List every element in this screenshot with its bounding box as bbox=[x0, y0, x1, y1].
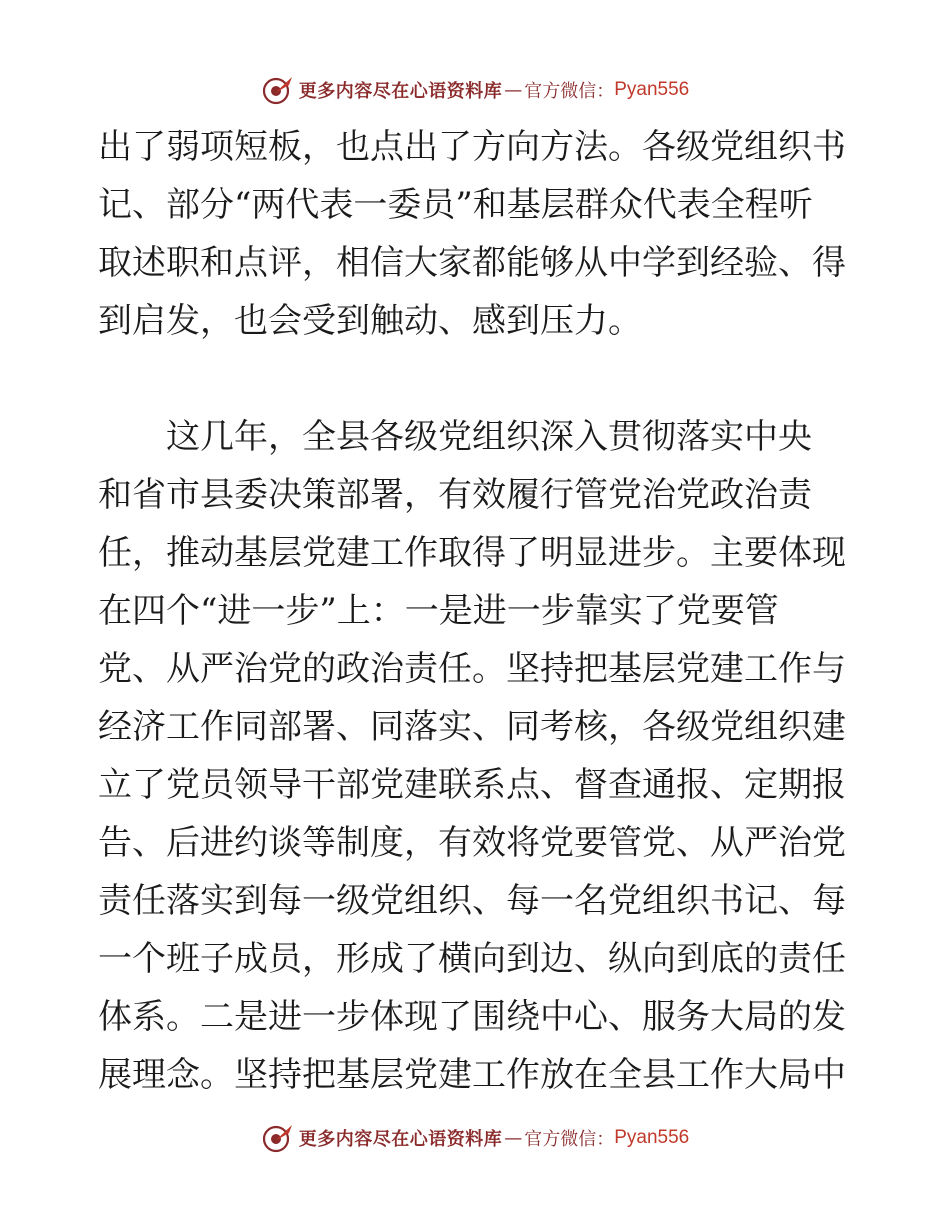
watermark-wechat-label: 官方微信： bbox=[524, 81, 615, 102]
text-line: 到启发，也会受到触动、感到压力。 bbox=[98, 301, 642, 341]
text-line: 取述职和点评，相信大家都能够从中学到经验、得 bbox=[98, 243, 846, 283]
text-line: 经济工作同部署、同落实、同考核，各级党组织建 bbox=[98, 707, 846, 747]
text-line: 告、后进约谈等制度，有效将党要管党、从严治党 bbox=[98, 823, 846, 863]
watermark-site-text: 更多内容尽在心语资料库 bbox=[298, 81, 503, 102]
quill-logo-icon bbox=[261, 1121, 295, 1155]
quill-logo-icon bbox=[261, 73, 295, 107]
paragraph-1 bbox=[98, 118, 858, 350]
paragraph-2 bbox=[98, 408, 858, 1104]
paragraph-gap bbox=[98, 350, 858, 408]
text-line: 在四个“进一步”上：一是进一步靠实了党要管 bbox=[98, 591, 779, 631]
text-line: 体系。二是进一步体现了围绕中心、服务大局的发 bbox=[98, 997, 846, 1037]
text-line: 立了党员领导干部党建联系点、督查通报、定期报 bbox=[98, 765, 846, 805]
watermark-site-text: 更多内容尽在心语资料库 bbox=[298, 1129, 503, 1150]
text-line: 出了弱项短板，也点出了方向方法。各级党组织书 bbox=[98, 127, 846, 167]
header-watermark bbox=[0, 70, 950, 110]
watermark-wechat-id: Pyan556 bbox=[614, 1127, 690, 1148]
text-line: 和省市县委决策部署，有效履行管党治党政治责 bbox=[98, 475, 812, 515]
text-line: 党、从严治党的政治责任。坚持把基层党建工作与 bbox=[98, 649, 846, 689]
text-line: 这几年，全县各级党组织深入贯彻落实中央 bbox=[98, 417, 812, 457]
document-body bbox=[98, 118, 858, 1104]
text-line: 记、部分“两代表一委员”和基层群众代表全程听 bbox=[98, 185, 813, 225]
text-line: 展理念。坚持把基层党建工作放在全县工作大局中 bbox=[98, 1055, 846, 1095]
text-line: 责任落实到每一级党组织、每一名党组织书记、每 bbox=[98, 881, 846, 921]
footer-watermark bbox=[0, 1118, 950, 1158]
watermark-dash: — bbox=[504, 79, 523, 101]
text-line: 一个班子成员，形成了横向到边、纵向到底的责任 bbox=[98, 939, 846, 979]
watermark-wechat-id: Pyan556 bbox=[614, 79, 690, 100]
watermark-dash: — bbox=[504, 1127, 523, 1149]
text-line: 任，推动基层党建工作取得了明显进步。主要体现 bbox=[98, 533, 846, 573]
watermark-wechat-label: 官方微信： bbox=[524, 1129, 615, 1150]
